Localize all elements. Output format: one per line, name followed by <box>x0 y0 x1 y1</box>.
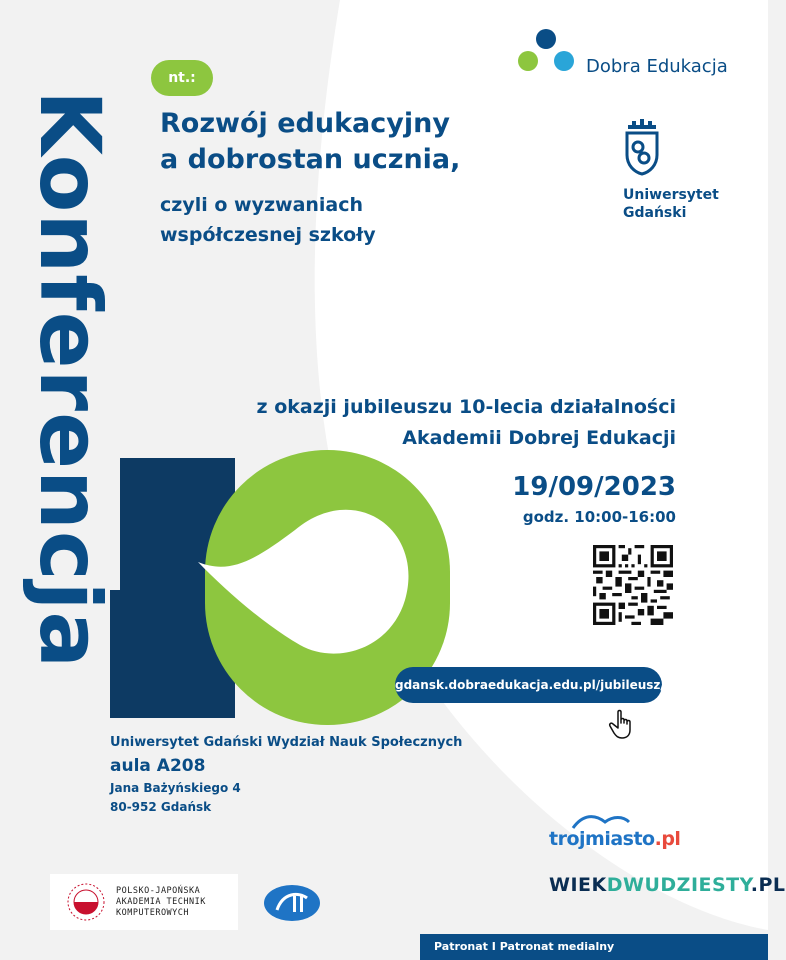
sii-logo-icon <box>263 884 321 922</box>
event-time: godz. 10:00-16:00 <box>522 508 676 526</box>
pjatk-logo <box>50 874 238 930</box>
occasion-line-2: Akademii Dobrej Edukacji <box>402 427 676 449</box>
pjatk-seal-icon <box>66 882 106 922</box>
venue-line-1: Uniwersytet Gdański Wydział Nauk Społecznych <box>110 735 463 750</box>
wiek-part-3: .PL <box>750 874 786 896</box>
three-dot-logo-icon <box>517 28 575 74</box>
trojmiasto-text <box>549 828 680 850</box>
hand-cursor-icon <box>609 709 639 741</box>
venue-info <box>110 733 462 817</box>
venue-room: aula A208 <box>110 756 206 776</box>
wiek-part-2: DWUDZIESTY <box>606 874 751 896</box>
trojmiasto-prefix: trojmiasto <box>549 828 655 850</box>
title-line-2: a dobrostan ucznia, <box>160 144 461 175</box>
title-line-1: Rozwój edukacyjny <box>160 108 450 139</box>
brand-name: Dobra Edukacja <box>586 56 728 77</box>
wiek-part-1: WIEK <box>549 874 607 896</box>
wiekdwudziesty-logo <box>549 874 786 896</box>
vertical-title: Konferencja <box>21 90 119 670</box>
occasion-line-1: z okazji jubileuszu 10-lecia działalności <box>256 396 676 418</box>
topic-label-pill: nt.: <box>151 60 213 96</box>
pjatk-line-1: POLSKO-JAPOŃSKA <box>116 886 201 896</box>
university-name <box>623 186 719 222</box>
patron-bar: Patronat I Patronat medialny <box>420 934 768 960</box>
occasion-text <box>257 392 676 454</box>
trojmiasto-suffix: .pl <box>654 828 681 850</box>
qr-code[interactable] <box>593 545 673 625</box>
ug-emblem-icon <box>624 117 660 175</box>
pjatk-text <box>116 886 206 919</box>
venue-city: 80-952 Gdańsk <box>110 800 212 814</box>
event-url-link[interactable]: gdansk.dobraedukacja.edu.pl/jubileusz/ <box>395 667 662 703</box>
pjatk-line-2: AKADEMIA TECHNIK <box>116 897 206 907</box>
subtitle-line-1: czyli o wyzwaniach <box>160 194 364 216</box>
university-line-1: Uniwersytet <box>623 187 719 203</box>
conference-subtitle <box>160 190 376 250</box>
event-date: 19/09/2023 <box>512 472 676 502</box>
conference-title <box>160 106 460 178</box>
university-line-2: Gdański <box>623 205 687 221</box>
venue-street: Jana Bażyńskiego 4 <box>110 781 241 795</box>
pjatk-line-3: KOMPUTEROWYCH <box>116 908 190 918</box>
subtitle-line-2: współczesnej szkoły <box>160 224 376 246</box>
trojmiasto-logo <box>549 812 681 854</box>
